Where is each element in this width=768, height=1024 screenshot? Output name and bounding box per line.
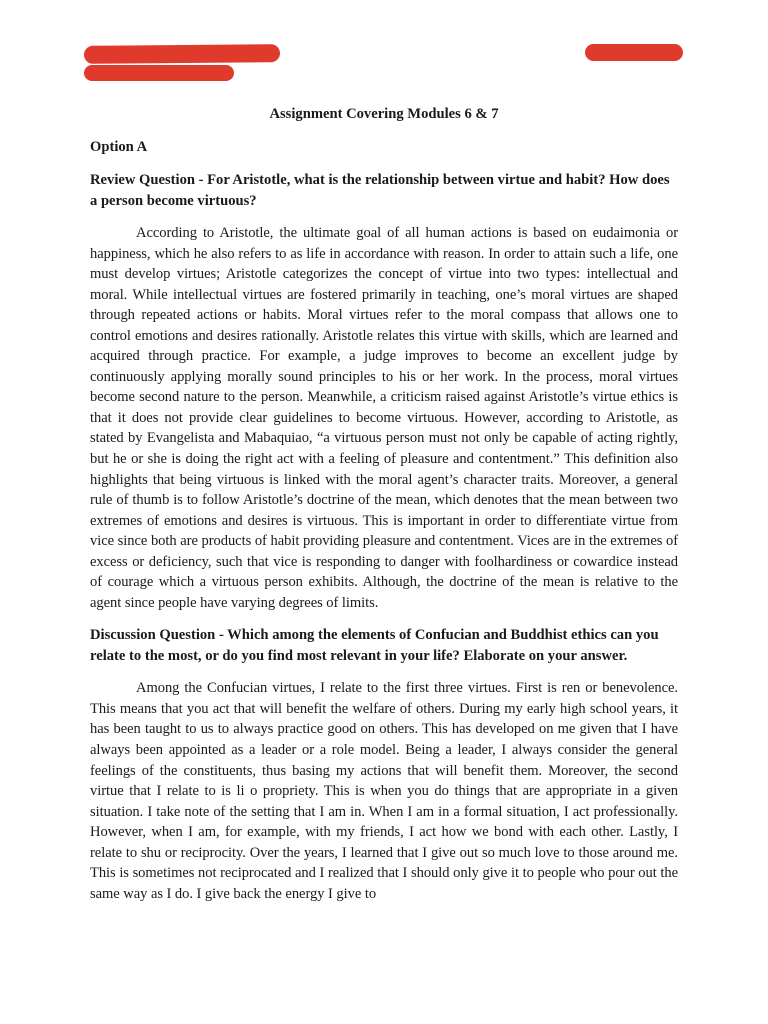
document-body <box>90 104 678 916</box>
document-title: Assignment Covering Modules 6 & 7 <box>269 106 499 122</box>
redaction-mark-name <box>84 44 280 64</box>
redaction-mark-date <box>585 44 683 61</box>
review-question: Review Question - For Aristotle, what is the relationship between virtue and habit? How does a person become virtuous? <box>90 172 670 209</box>
redaction-mark-section <box>84 65 234 81</box>
review-answer-paragraph: According to Aristotle, the ultimate goal of all human actions is based on eudaimonia or happiness, which he also refers to as life in accordance with reason. In order to attain such a life, one must develop virtues; Aristotle categorizes the concept of virtue into two types: intellectual and moral. While intellectual virtues are fostered primarily in teaching, one’s moral virtues are shaped through repeated actions or habits. Moral virtues refer to the moral compass that allows one to control emotions and desires rationally. Aristotle relates this virtue with skills, which are learned and acquired through practice. For example, a judge improves to become an excellent judge by continuously applying morally sound principles to his or her work. In the process, moral virtues become second nature to the person. Meanwhile, a criticism raised against Aristotle’s virtue ethics is that it does not provide clear guidelines to become virtuous. However, according to Aristotle, as stated by Evangelista and Mabaquiao, “a virtuous person must not only be capable of acting rightly, but he or she is doing the right act with a feeling of pleasure and contentment.” This definition also highlights that being virtuous is linked with the moral agent’s character traits. Moreover, a general rule of thumb is to follow Aristotle’s doctrine of the mean, which denotes that the mean between two extremes of emotions and desires is virtuous. This is important in order to differentiate virtue from vice since both are products of habit providing pleasure and contentment. Vices are in the extremes of excess or deficiency, such that vice is responding to danger with foolhardiness or cowardice instead of courage which a virtuous person exhibits. Although, the doctrine of the mean is relative to the agent since people have varying degrees of limits. <box>90 225 678 611</box>
discussion-answer-paragraph: Among the Confucian virtues, I relate to the first three virtues. First is ren or benevolence. This means that you act that will benefit the welfare of others. During my early high school years, it has been taught to us to always practice good on others. This has developed on me given that I have always been appointed as a leader or a role model. Being a leader, I always consider the general feelings of the constituents, thus basing my actions that will benefit them. Moreover, the second virtue that I relate to is li o propriety. This is when you do things that are appropriate in a given situation. I take note of the setting that I am in. When I am in a formal situation, I act professionally. However, when I am, for example, with my friends, I act how we bond with each other. Lastly, I relate to shu or reciprocity. Over the years, I learned that I give out so much love to those around me. This is sometimes not reciprocated and I realized that I should only give it to people who pour out the same way as I do. I give back the energy I give to <box>90 680 678 902</box>
option-label: Option A <box>90 139 148 155</box>
discussion-question: Discussion Question - Which among the elements of Confucian and Buddhist ethics can you relate to the most, or do you find most relevant in your life? Elaborate on your answer. <box>90 627 659 664</box>
